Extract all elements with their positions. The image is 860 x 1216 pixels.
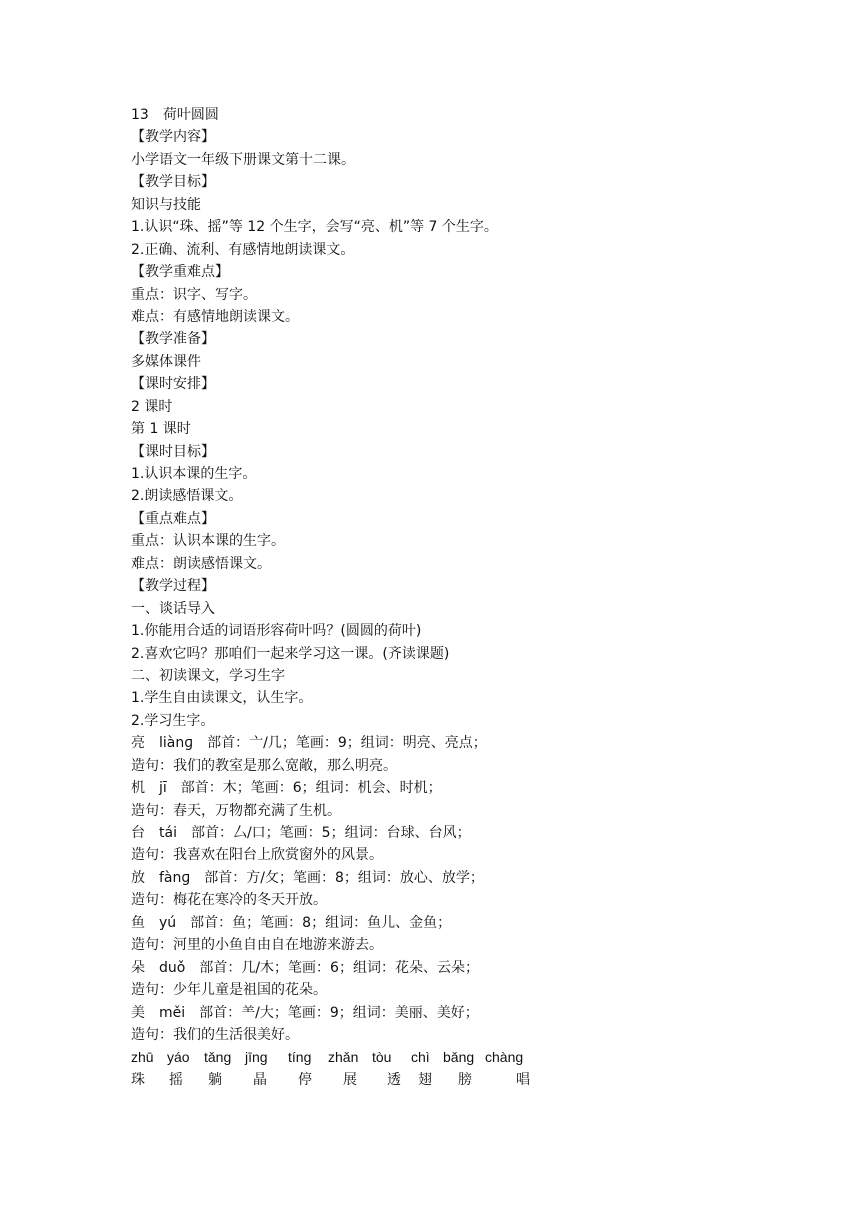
text-lines [131, 104, 771, 1046]
text-line: 2.喜欢它吗？那咱们一起来学习这一课。(齐读课题) [131, 645, 450, 662]
character-row [131, 1069, 771, 1091]
pinyin-syllable: tíng [288, 1049, 312, 1066]
pinyin-syllable: jīng [245, 1049, 268, 1066]
pinyin-syllable: tǎng [204, 1049, 232, 1066]
text-line: 机 jī 部首：木；笔画：6；组词：机会、时机； [131, 780, 442, 797]
new-character: 晶 [253, 1071, 267, 1088]
text-line: 难点：朗读感悟课文。 [131, 555, 271, 572]
text-line: 13 荷叶圆圆 [131, 107, 219, 123]
text-line: 1.认识“珠、摇”等 12 个生字，会写“亮、机”等 7 个生字。 [131, 219, 498, 236]
new-character: 透 [387, 1071, 401, 1088]
pinyin-syllable: zhū [131, 1049, 154, 1066]
text-line: 二、初读课文，学习生字 [131, 667, 285, 684]
text-line: 多媒体课件 [131, 353, 201, 370]
new-character: 珠 [131, 1071, 145, 1088]
text-line: 一、谈话导入 [131, 600, 215, 617]
lesson-plan-body [131, 104, 771, 1091]
text-line: 【教学重难点】 [131, 264, 229, 281]
text-line: 难点：有感情地朗读课文。 [131, 308, 299, 325]
text-line: 造句：我们的教室是那么宽敞，那么明亮。 [131, 757, 397, 774]
pinyin-syllable: bǎng [443, 1049, 475, 1066]
text-line: 1.你能用合适的词语形容荷叶吗？(圆圆的荷叶) [131, 623, 422, 640]
pinyin-row [131, 1046, 771, 1068]
text-line: 造句：河里的小鱼自由自在地游来游去。 [131, 937, 383, 954]
new-character: 摇 [169, 1071, 183, 1088]
text-line: 1.学生自由读课文，认生字。 [131, 690, 313, 707]
new-character: 躺 [208, 1071, 222, 1088]
text-line: 【教学过程】 [131, 578, 215, 595]
text-line: 【教学准备】 [131, 331, 215, 348]
text-line: 台 tái 部首：厶/口；笔画：5；组词：台球、台风； [131, 825, 471, 841]
text-line: 2.正确、流利、有感情地朗读课文。 [131, 241, 355, 258]
text-line: 重点：认识本课的生字。 [131, 533, 285, 550]
text-line: 【课时目标】 [131, 443, 215, 460]
text-line: 【重点难点】 [131, 510, 215, 527]
text-line: 鱼 yú 部首：鱼；笔画：8；组词：鱼儿、金鱼； [131, 914, 452, 931]
text-line: 【教学目标】 [131, 174, 215, 191]
pinyin-syllable: chàng [485, 1049, 524, 1066]
text-line: 小学语文一年级下册课文第十二课。 [131, 151, 355, 168]
text-line: 2.学习生字。 [131, 712, 215, 729]
text-line: 1.认识本课的生字。 [131, 466, 257, 482]
text-line: 造句：梅花在寒冷的冬天开放。 [131, 892, 327, 909]
text-line: 美 měi 部首：⺷/大；笔画：9；组词：美丽、美好； [131, 1004, 479, 1021]
pinyin-syllable: yáo [167, 1049, 190, 1066]
text-line: 【教学内容】 [131, 129, 215, 146]
pinyin-syllable: zhǎn [328, 1049, 359, 1066]
text-line: 造句：春天，万物都充满了生机。 [131, 802, 341, 819]
text-line: 造句：少年儿童是祖国的花朵。 [131, 982, 327, 999]
text-line: 造句：我们的生活很美好。 [131, 1026, 299, 1043]
new-character: 停 [298, 1071, 312, 1088]
pinyin-syllable: chì [411, 1049, 430, 1066]
text-line: 【课时安排】 [131, 376, 215, 393]
new-character: 唱 [516, 1071, 530, 1088]
text-line: 重点：识字、写字。 [131, 286, 257, 303]
text-line: 朵 duǒ 部首：几/木；笔画：6；组词：花朵、云朵； [131, 959, 479, 976]
text-line: 2.朗读感悟课文。 [131, 488, 243, 505]
new-character: 展 [343, 1071, 357, 1088]
text-line: 2 课时 [131, 398, 173, 415]
text-line: 知识与技能 [131, 196, 201, 213]
text-line: 亮 liànɡ 部首：亠/几；笔画：9；组词：明亮、亮点； [131, 735, 487, 752]
text-line: 第 1 课时 [131, 421, 191, 438]
new-character: 翅 [418, 1071, 432, 1088]
text-line: 造句：我喜欢在阳台上欣赏窗外的风景。 [131, 847, 383, 864]
text-line: 放 fànɡ 部首：方/攵；笔画：8；组词：放心、放学； [131, 869, 484, 886]
pinyin-syllable: tòu [372, 1049, 392, 1066]
new-character: 膀 [458, 1071, 472, 1088]
